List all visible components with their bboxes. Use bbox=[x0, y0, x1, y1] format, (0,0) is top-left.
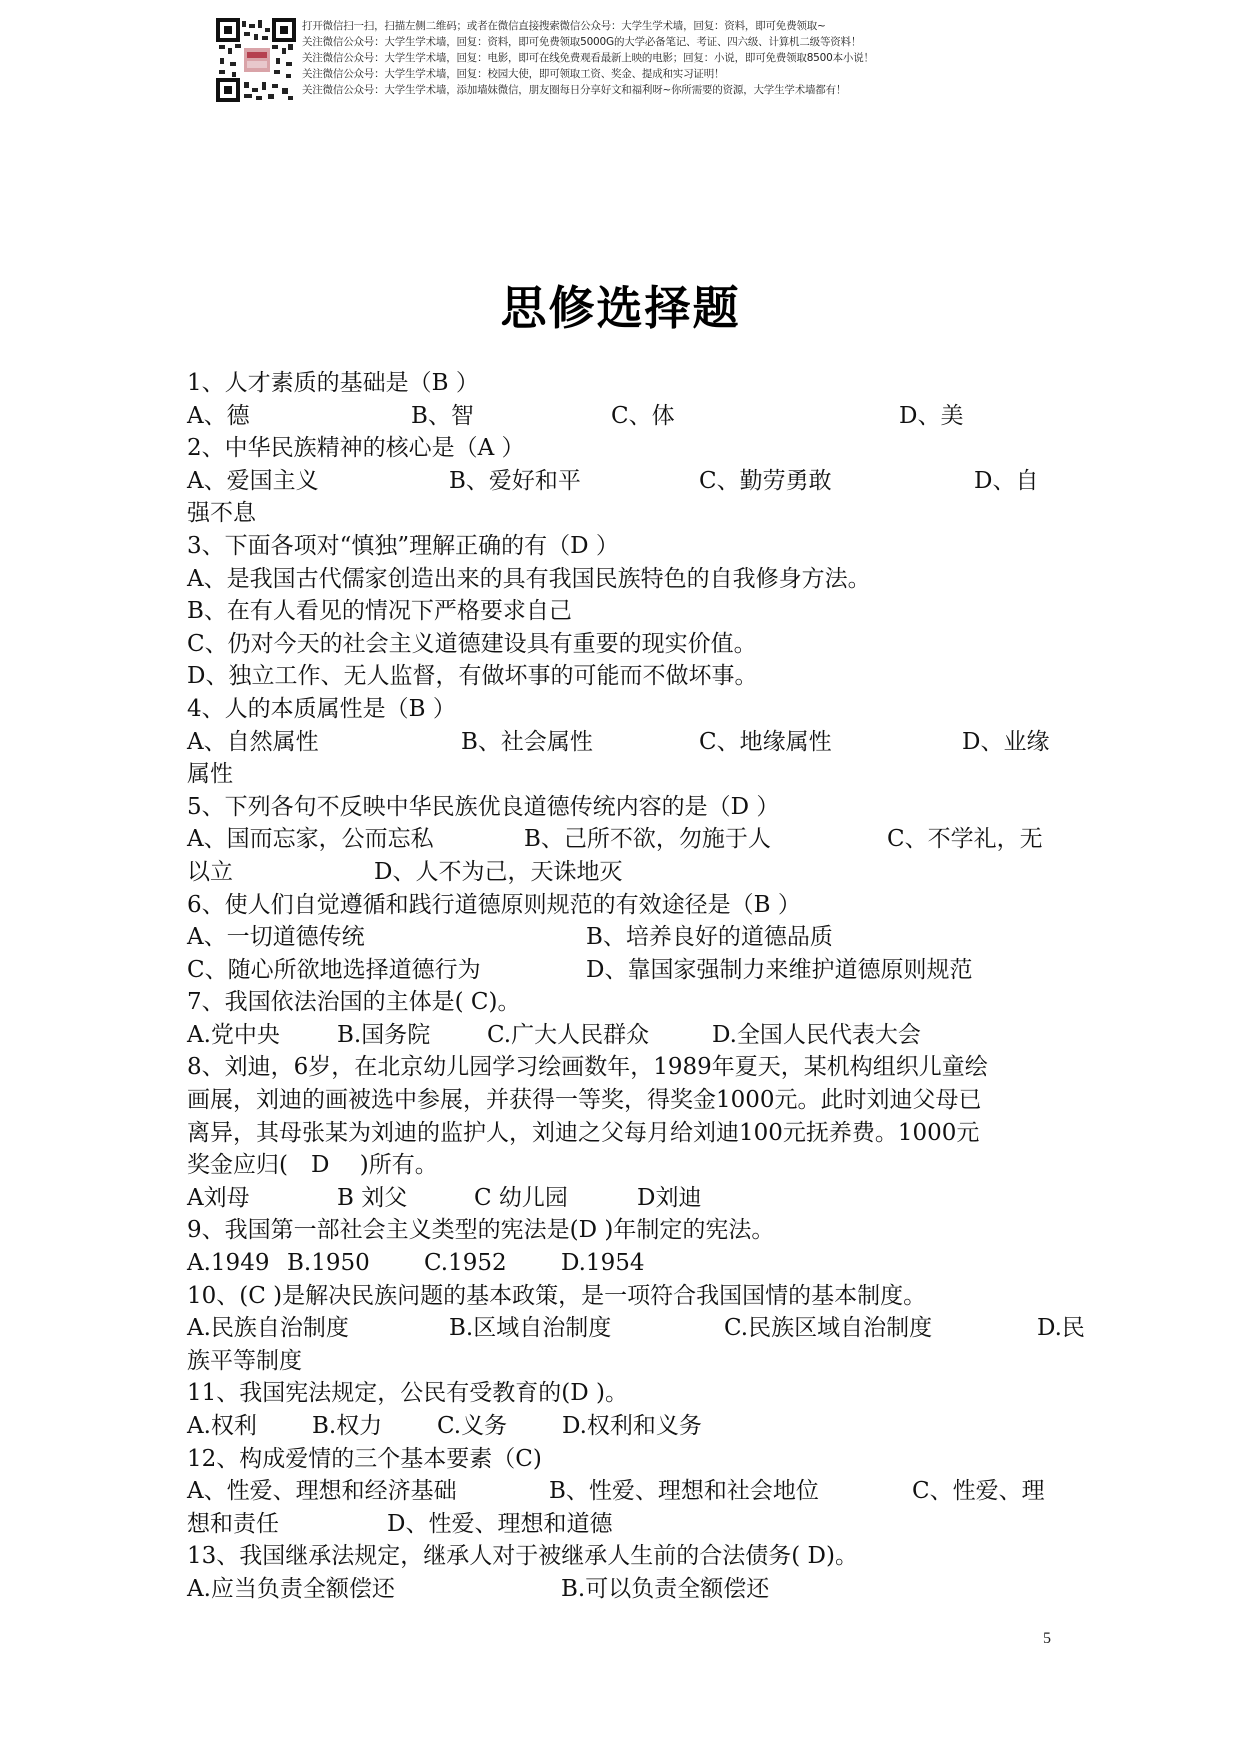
option-text: C、勤劳勇敢 bbox=[699, 467, 832, 494]
text-line bbox=[187, 1149, 1087, 1182]
line-text: C、仍对今天的社会主义道德建设具有重要的现实价值。 bbox=[187, 630, 757, 657]
promo-banner bbox=[216, 18, 874, 102]
option-text: B.权力 bbox=[312, 1413, 383, 1439]
option-text: C.1952 bbox=[424, 1250, 507, 1277]
option-text: C 幼儿园 bbox=[474, 1184, 568, 1211]
option-text: D、靠国家强制力来维护道德原则规范 bbox=[586, 956, 973, 983]
option-text: B、智 bbox=[411, 402, 474, 429]
text-line bbox=[187, 791, 1087, 824]
line-text: A.党中央 bbox=[187, 1021, 280, 1048]
option-text: D刘迪 bbox=[637, 1184, 702, 1211]
text-line bbox=[187, 465, 1087, 498]
line-text: 1、人才素质的基础是（B ） bbox=[187, 370, 479, 396]
line-text: A.1949 bbox=[187, 1250, 270, 1277]
text-line bbox=[187, 595, 1087, 628]
banner-line: 关注微信公众号：大学生学术墙，回复：电影，即可在线免费观看最新上映的电影；回复：小说，即可免费领取8500本小说！ bbox=[302, 52, 874, 64]
text-line bbox=[187, 1377, 1087, 1410]
line-text: 2、中华民族精神的核心是（A ） bbox=[187, 435, 525, 462]
line-text: A、性爱、理想和经济基础 bbox=[187, 1478, 457, 1505]
text-line bbox=[187, 432, 1087, 465]
line-text: 画展，刘迪的画被选中参展，并获得一等奖，得奖金1000元。此时刘迪父母已 bbox=[187, 1087, 982, 1114]
qr-code-icon bbox=[216, 18, 296, 102]
line-text: A刘母 bbox=[187, 1184, 250, 1211]
option-text: B.区域自治制度 bbox=[449, 1315, 612, 1342]
text-line bbox=[187, 1247, 1087, 1280]
text-line bbox=[187, 1182, 1087, 1215]
page-number: 5 bbox=[1043, 1630, 1051, 1647]
text-line bbox=[187, 758, 1087, 791]
option-text: B、培养良好的道德品质 bbox=[586, 924, 833, 951]
text-line bbox=[187, 726, 1087, 759]
line-text: A、自然属性 bbox=[187, 728, 319, 755]
line-text: B、在有人看见的情况下严格要求自己 bbox=[187, 598, 572, 625]
text-line bbox=[187, 1084, 1087, 1117]
option-text: C.义务 bbox=[437, 1413, 508, 1439]
option-text: D、自 bbox=[974, 467, 1039, 494]
option-text: B、己所不欲，勿施于人 bbox=[524, 826, 771, 853]
line-text: 5、下列各句不反映中华民族优良道德传统内容的是（D ） bbox=[187, 793, 780, 820]
option-text: C、体 bbox=[611, 402, 675, 429]
text-line bbox=[187, 1573, 1087, 1606]
text-line bbox=[187, 1117, 1087, 1150]
option-text: C、性爱、理 bbox=[912, 1478, 1045, 1505]
line-text: 4、人的本质属性是（B ） bbox=[187, 695, 456, 722]
line-text: 8、刘迪，6岁，在北京幼儿园学习绘画数年，1989年夏天，某机构组织儿童绘 bbox=[187, 1054, 988, 1081]
text-line bbox=[187, 400, 1087, 433]
text-line bbox=[187, 1312, 1087, 1345]
line-text: 族平等制度 bbox=[187, 1347, 302, 1374]
text-line bbox=[187, 628, 1087, 661]
line-text: 11、我国宪法规定，公民有受教育的(D )。 bbox=[187, 1380, 628, 1407]
option-text: D、美 bbox=[899, 402, 964, 429]
line-text: C、随心所欲地选择道德行为 bbox=[187, 956, 481, 983]
text-line bbox=[187, 563, 1087, 596]
text-line bbox=[187, 1475, 1087, 1508]
line-text: A、一切道德传统 bbox=[187, 924, 365, 951]
text-line bbox=[187, 1019, 1087, 1052]
banner-line: 打开微信扫一扫，扫描左侧二维码；或者在微信直接搜索微信公众号：大学生学术墙，回复：资料，即可免费领取~ bbox=[302, 20, 826, 32]
banner-line: 关注微信公众号：大学生学术墙，回复：资料，即可免费领取5000G的大学必备笔记、考证、四六级、计算机二级等资料！ bbox=[302, 36, 862, 48]
text-line bbox=[187, 1410, 1087, 1443]
line-text: 奖金应归( D )所有。 bbox=[187, 1152, 438, 1179]
line-text: 强不息 bbox=[187, 500, 256, 527]
line-text: A、德 bbox=[187, 402, 250, 429]
text-line bbox=[187, 1051, 1087, 1084]
text-line bbox=[187, 1280, 1087, 1313]
option-text: D.全国人民代表大会 bbox=[712, 1021, 921, 1048]
text-line bbox=[187, 497, 1087, 530]
text-line bbox=[187, 889, 1087, 922]
option-text: B.1950 bbox=[287, 1250, 370, 1277]
line-text: A.应当负责全额偿还 bbox=[187, 1575, 395, 1602]
banner-line: 关注微信公众号：大学生学术墙，添加墙妹微信，朋友圈每日分享好文和福利呀~你所需要的资源，大学生学术墙都有！ bbox=[302, 84, 847, 96]
text-line bbox=[187, 986, 1087, 1019]
line-text: 3、下面各项对“慎独”理解正确的有（D ） bbox=[187, 532, 619, 559]
option-text: B 刘父 bbox=[337, 1184, 408, 1211]
text-line bbox=[187, 823, 1087, 856]
line-text: 以立 bbox=[187, 858, 233, 885]
text-line bbox=[187, 954, 1087, 987]
option-text: D.权利和义务 bbox=[562, 1413, 702, 1439]
option-text: B、爱好和平 bbox=[449, 467, 581, 494]
text-line bbox=[187, 921, 1087, 954]
banner-text bbox=[302, 18, 874, 102]
text-line bbox=[187, 1345, 1087, 1378]
line-text: 12、构成爱情的三个基本要素（C) bbox=[187, 1445, 542, 1472]
line-text: 想和责任 bbox=[187, 1510, 279, 1537]
text-line bbox=[187, 856, 1087, 889]
option-text: B.可以负责全额偿还 bbox=[561, 1575, 770, 1602]
option-text: C.民族区域自治制度 bbox=[724, 1315, 933, 1342]
option-text: C、不学礼，无 bbox=[887, 826, 1043, 853]
option-text: B、社会属性 bbox=[461, 728, 593, 755]
option-text: D、业缘 bbox=[962, 728, 1050, 755]
text-line bbox=[187, 693, 1087, 726]
page-title: 思修选择题 bbox=[500, 281, 741, 335]
line-text: 9、我国第一部社会主义类型的宪法是(D )年制定的宪法。 bbox=[187, 1217, 775, 1244]
line-text: D、独立工作、无人监督，有做坏事的可能而不做坏事。 bbox=[187, 663, 758, 690]
option-text: B、性爱、理想和社会地位 bbox=[549, 1478, 819, 1505]
line-text: 13、我国继承法规定，继承人对于被继承人生前的合法债务( D)。 bbox=[187, 1543, 858, 1570]
option-text: D.1954 bbox=[561, 1250, 645, 1277]
line-text: A、是我国古代儒家创造出来的具有我国民族特色的自我修身方法。 bbox=[187, 565, 871, 592]
line-text: A.权利 bbox=[187, 1413, 257, 1439]
option-text: D、性爱、理想和道德 bbox=[387, 1510, 613, 1537]
option-text: D.民 bbox=[1037, 1315, 1085, 1342]
line-text: 10、(C )是解决民族问题的基本政策，是一项符合我国国情的基本制度。 bbox=[187, 1282, 927, 1309]
text-line bbox=[187, 1443, 1087, 1476]
line-text: A、爱国主义 bbox=[187, 467, 319, 494]
text-line bbox=[187, 530, 1087, 563]
option-text: C、地缘属性 bbox=[699, 728, 832, 755]
option-text: D、人不为己，天诛地灭 bbox=[374, 858, 623, 885]
option-text: B.国务院 bbox=[337, 1021, 431, 1048]
line-text: A、国而忘家，公而忘私 bbox=[187, 826, 434, 853]
text-line bbox=[187, 1508, 1087, 1541]
line-text: 7、我国依法治国的主体是( C)。 bbox=[187, 989, 521, 1016]
text-line bbox=[187, 1540, 1087, 1573]
line-text: A.民族自治制度 bbox=[187, 1315, 349, 1342]
text-line bbox=[187, 660, 1087, 693]
line-text: 6、使人们自觉遵循和践行道德原则规范的有效途径是（B ） bbox=[187, 891, 801, 918]
question-list bbox=[187, 367, 1087, 1606]
text-line bbox=[187, 367, 1087, 400]
text-line bbox=[187, 1214, 1087, 1247]
option-text: C.广大人民群众 bbox=[487, 1021, 650, 1048]
line-text: 离异，其母张某为刘迪的监护人，刘迪之父每月给刘迪100元抚养费。1000元 bbox=[187, 1119, 980, 1146]
line-text: 属性 bbox=[187, 761, 233, 788]
banner-line: 关注微信公众号：大学生学术墙，回复：校园大使，即可领取工资、奖金、提成和实习证明！ bbox=[302, 68, 725, 80]
